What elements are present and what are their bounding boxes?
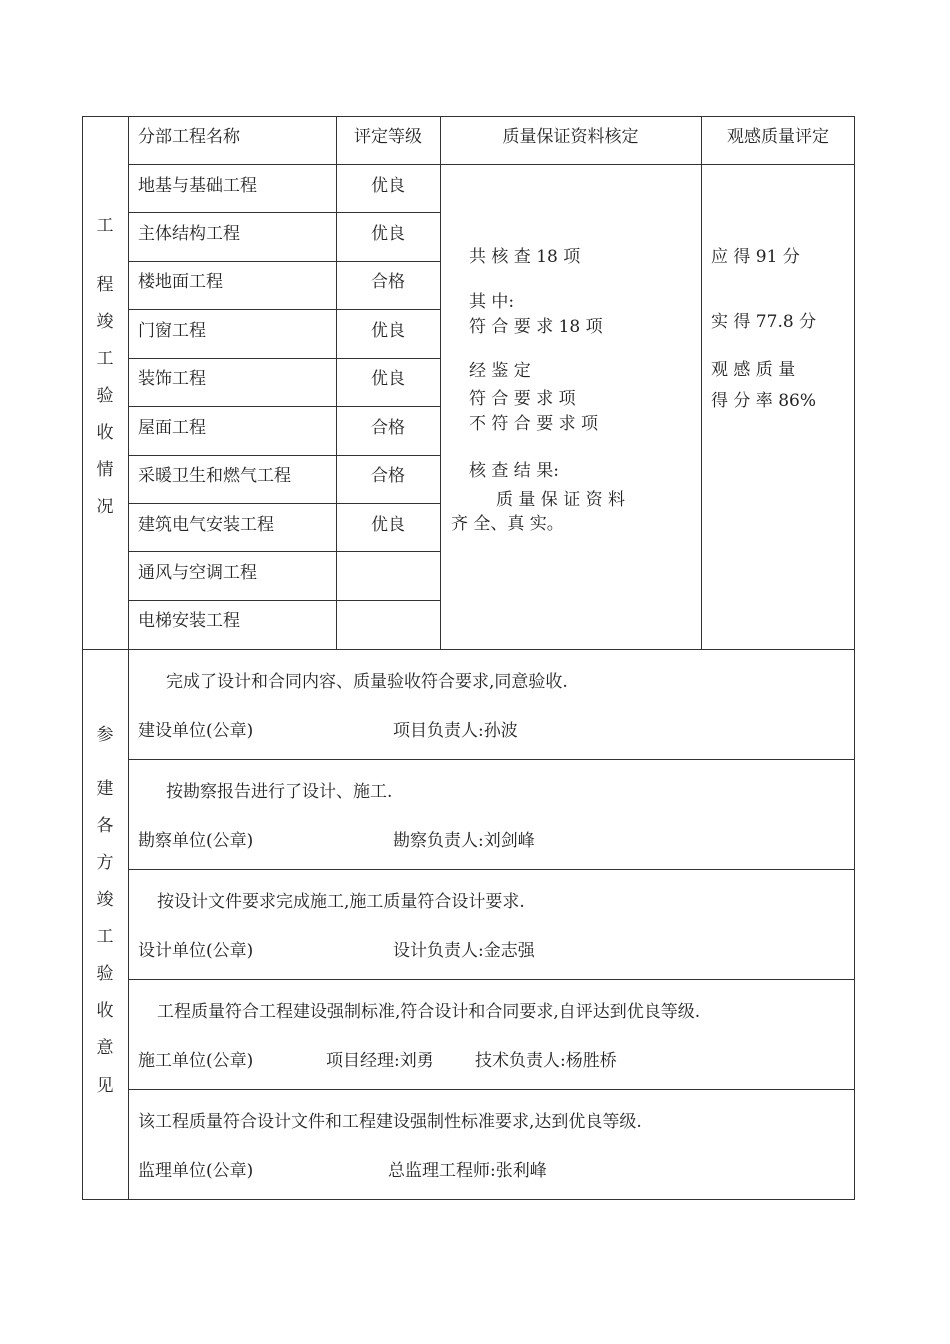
- side-title-char: 验: [96, 964, 114, 984]
- opinion-divider: [128, 1089, 855, 1090]
- perception-rate-label: 观 感 质 量: [711, 360, 796, 380]
- row-divider: [128, 406, 441, 407]
- opinion-statement: 工程质量符合工程建设强制标准,符合设计和合同要求,自评达到优良等级.: [157, 1002, 701, 1022]
- opinion-unit: 建设单位(公章): [138, 721, 254, 741]
- section-divider: [82, 649, 855, 650]
- row-grade: 合格: [371, 418, 405, 438]
- docs-conforming: 符 合 要 求 18 项: [469, 317, 603, 337]
- column-divider: [440, 116, 441, 649]
- side-title-char: 意: [96, 1038, 114, 1058]
- row-name: 装饰工程: [138, 369, 206, 389]
- opinion-person: 设计负责人:金志强: [393, 941, 535, 961]
- row-name: 屋面工程: [138, 418, 206, 438]
- docs-appraised-conforming: 符 合 要 求 项: [469, 389, 576, 409]
- side-title-char: 竣: [96, 890, 114, 910]
- header-grade: 评定等级: [354, 127, 422, 147]
- row-name: 主体结构工程: [138, 224, 240, 244]
- opinion-person: 勘察负责人:刘剑峰: [393, 831, 535, 851]
- perception-actual: 实 得 77.8 分: [711, 312, 817, 332]
- column-divider: [701, 116, 702, 649]
- perception-due: 应 得 91 分: [711, 247, 800, 267]
- opinion-statement: 完成了设计和合同内容、质量验收符合要求,同意验收.: [166, 672, 568, 692]
- header-docs: 质量保证资料核定: [502, 127, 639, 147]
- opinion-divider: [128, 759, 855, 760]
- row-grade: 合格: [371, 466, 405, 486]
- side-title-char: 各: [96, 816, 114, 836]
- opinion-statement: 按勘察报告进行了设计、施工.: [166, 782, 393, 802]
- docs-result-line2: 齐 全、真 实。: [451, 514, 564, 534]
- side-title-char: 工: [96, 216, 114, 236]
- header-divider: [128, 164, 855, 165]
- row-name: 地基与基础工程: [138, 176, 257, 196]
- row-name: 采暖卫生和燃气工程: [138, 466, 291, 486]
- header-perception: 观感质量评定: [727, 127, 829, 147]
- opinion-person: 项目负责人:孙波: [393, 721, 518, 741]
- side-title-char: 建: [96, 779, 114, 799]
- docs-result-label: 核 查 结 果:: [469, 461, 559, 481]
- side-title-char: 工: [96, 349, 114, 369]
- row-divider: [128, 455, 441, 456]
- row-divider: [128, 600, 441, 601]
- side-title-char: 方: [96, 853, 114, 873]
- perception-rate: 得 分 率 86%: [711, 391, 816, 411]
- side-title-char: 见: [96, 1076, 114, 1096]
- side-title-char: 情: [96, 460, 114, 480]
- header-name: 分部工程名称: [138, 127, 240, 147]
- row-divider: [128, 309, 441, 310]
- side-title-char: 验: [96, 386, 114, 406]
- opinion-unit: 设计单位(公章): [138, 941, 254, 961]
- row-divider: [128, 358, 441, 359]
- opinion-person: 项目经理:刘勇: [326, 1051, 434, 1071]
- opinion-divider: [128, 979, 855, 980]
- docs-total: 共 核 查 18 项: [469, 247, 581, 267]
- side-title-char: 竣: [96, 312, 114, 332]
- opinion-person-technical: 技术负责人:杨胜桥: [475, 1051, 617, 1071]
- row-name: 电梯安装工程: [138, 611, 240, 631]
- row-grade: 优良: [371, 224, 405, 244]
- side-column-divider: [128, 116, 129, 1200]
- row-name: 建筑电气安装工程: [138, 515, 274, 535]
- opinion-statement: 该工程质量符合设计文件和工程建设强制性标准要求,达到优良等级.: [138, 1112, 642, 1132]
- row-grade: 优良: [371, 176, 405, 196]
- side-title-char: 程: [96, 275, 114, 295]
- side-title-char: 收: [96, 423, 114, 443]
- opinion-statement: 按设计文件要求完成施工,施工质量符合设计要求.: [157, 892, 525, 912]
- docs-of-which: 其 中:: [469, 292, 515, 312]
- docs-appraised-nonconforming: 不 符 合 要 求 项: [469, 414, 599, 434]
- opinion-person: 总监理工程师:张利峰: [388, 1161, 547, 1181]
- row-name: 楼地面工程: [138, 272, 223, 292]
- row-name: 通风与空调工程: [138, 563, 257, 583]
- row-grade: 合格: [371, 272, 405, 292]
- row-divider: [128, 212, 441, 213]
- row-divider: [128, 551, 441, 552]
- side-title-char: 工: [96, 927, 114, 947]
- row-divider: [128, 261, 441, 262]
- row-divider: [128, 503, 441, 504]
- opinion-unit: 勘察单位(公章): [138, 831, 254, 851]
- row-grade: 优良: [371, 369, 405, 389]
- row-grade: 优良: [371, 321, 405, 341]
- docs-result-line1: 质 量 保 证 资 料: [496, 490, 626, 510]
- side-title-char: 况: [96, 497, 114, 517]
- row-grade: 优良: [371, 515, 405, 535]
- side-title-char: 参: [96, 725, 114, 745]
- opinion-divider: [128, 869, 855, 870]
- opinion-unit: 施工单位(公章): [138, 1051, 254, 1071]
- docs-appraised: 经 鉴 定: [469, 361, 531, 381]
- side-title-char: 收: [96, 1001, 114, 1021]
- opinion-unit: 监理单位(公章): [138, 1161, 254, 1181]
- row-name: 门窗工程: [138, 321, 206, 341]
